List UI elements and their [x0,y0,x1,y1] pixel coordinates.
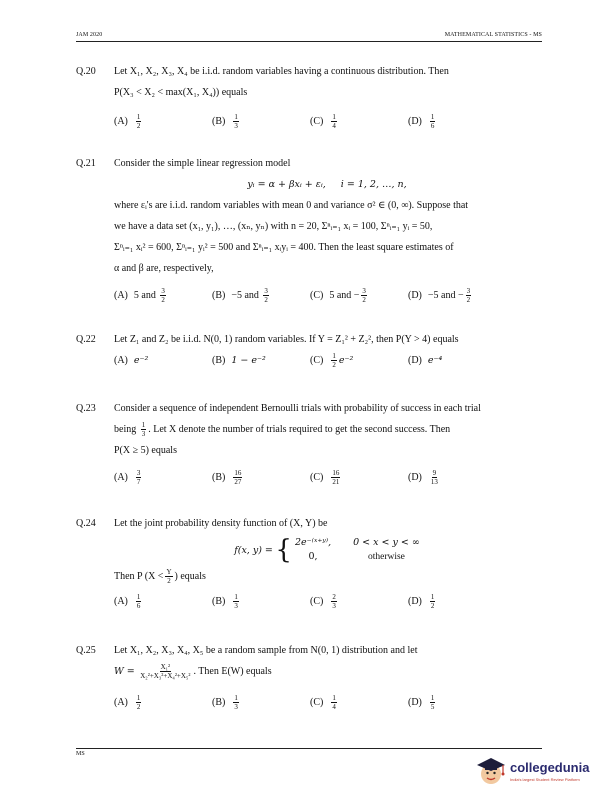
question-number: Q.24 [76,518,96,529]
option-c[interactable]: (C) 5 and − $\frac{3}{2}$ [310,287,366,305]
header-exam-name: JAM 2020 [76,32,103,38]
question-22 [76,329,540,371]
graduation-cap-icon [474,754,508,788]
option-b[interactable]: (B) $\frac{1}{3}$ [212,593,238,611]
header-rule [76,41,542,42]
question-text: P(X₃ < X₂ < max(X₁, X₄)) equals [114,87,248,98]
question-text: Let X₁, X₂, X₃, X₄, X₅ be a random sample from N(0, 1) distribution and let [114,645,418,656]
question-text: Then P (X < $\frac{Y}{2}$ ) equals [114,568,206,586]
option-d[interactable]: (D) $\frac{1}{2}$ [408,593,435,611]
options-row [114,111,540,132]
option-d[interactable]: (D) e⁻⁴ [408,355,443,366]
pdf-definition: f(x, y) = { 2e⁻⁽ˣ⁺ʸ⁾, 0 < x < y < ∞ 0, otherwise [234,535,420,565]
option-d[interactable]: (D) $\frac{1}{6}$ [408,113,435,131]
question-text: Consider the simple linear regression model [114,158,291,169]
option-c[interactable]: (C) $\frac{1}{4}$ [310,694,336,712]
question-text: W = $\frac{\text{X₁²}}{\text{X₂²+X₃²+X₄²+X₅²}}$ . Then E(W) equals [114,663,272,681]
question-text: P(X ≥ 5) equals [114,445,177,456]
question-24 [76,513,540,612]
option-c[interactable]: (C) $\frac{2}{3}$ [310,593,336,611]
question-text: Let Z₁ and Z₂ be i.i.d. N(0, 1) random variables. If Y = Z₁² + Z₂², then P(Y > 4) equals [114,334,459,345]
question-number: Q.25 [76,645,96,656]
option-b[interactable]: (B) 1 − e⁻² [212,355,266,366]
option-c[interactable]: (C) $\frac{1}{2}$ e⁻² [310,352,354,370]
options-row [114,350,540,371]
question-text: Let the joint probability density function of (X, Y) be [114,518,328,529]
question-21 [76,153,540,306]
question-23 [76,398,540,488]
option-a[interactable]: (A) $\frac{1}{2}$ [114,113,141,131]
option-a[interactable]: (A) $\frac{3}{7}$ [114,469,141,487]
question-text: we have a data set (x₁, y₁), …, (xₙ, yₙ) with n = 20, Σⁿᵢ₌₁ xᵢ = 100, Σⁿᵢ₌₁ yᵢ = 50, [114,221,433,232]
option-b[interactable]: (B) $\frac{1}{3}$ [212,694,238,712]
question-number: Q.22 [76,334,96,345]
question-number: Q.21 [76,158,96,169]
brand-logo[interactable] [472,752,602,788]
question-text: where εᵢ's are i.i.d. random variables with mean 0 and variance σ² ∈ (0, ∞). Suppose that [114,200,469,211]
options-row [114,591,540,612]
option-d[interactable]: (D) $\frac{1}{5}$ [408,694,435,712]
question-number: Q.23 [76,403,96,414]
question-text: Consider a sequence of independent Bernoulli trials with probability of success in each trial [114,403,481,414]
question-25 [76,640,540,713]
footer-rule [76,748,542,749]
question-text: being $\frac{1}{3}$ . Let X denote the number of trials required to get the second success. Then [114,421,451,439]
option-a[interactable]: (A) 5 and $\frac{3}{2}$ [114,287,165,305]
options-row [114,285,540,306]
option-c[interactable]: (C) $\frac{1}{4}$ [310,113,336,131]
footer-paper-code: MS [76,751,85,757]
option-a[interactable]: (A) $\frac{1}{2}$ [114,694,141,712]
option-d[interactable]: (D) $\frac{9}{13}$ [408,469,438,487]
option-b[interactable]: (B) $\frac{16}{27}$ [212,469,242,487]
brand-name: collegedunia [510,760,590,775]
options-row [114,467,540,488]
option-d[interactable]: (D) −5 and − $\frac{3}{2}$ [408,287,471,305]
question-20 [76,61,540,132]
options-row [114,692,540,713]
option-a[interactable]: (A) $\frac{1}{6}$ [114,593,141,611]
option-a[interactable]: (A) e⁻² [114,355,149,366]
header-paper-name: MATHEMATICAL STATISTICS - MS [444,32,542,38]
brand-tagline: India's largest Student Review Platform [510,777,580,782]
option-c[interactable]: (C) $\frac{16}{21}$ [310,469,340,487]
option-b[interactable]: (B) −5 and $\frac{3}{2}$ [212,287,268,305]
regression-model: yᵢ = α + βxᵢ + εᵢ, i = 1, 2, …, n, [247,179,407,190]
question-number: Q.20 [76,66,96,77]
question-text: α and β are, respectively, [114,263,214,274]
question-text: Σⁿᵢ₌₁ xᵢ² = 600, Σⁿᵢ₌₁ yᵢ² = 500 and Σⁿᵢ₌₁ xᵢyᵢ = 400. Then the least square estimates of [114,242,454,253]
option-b[interactable]: (B) $\frac{1}{3}$ [212,113,238,131]
question-text: Let X₁, X₂, X₃, X₄ be i.i.d. random variables having a continuous distribution. Then [114,66,449,77]
